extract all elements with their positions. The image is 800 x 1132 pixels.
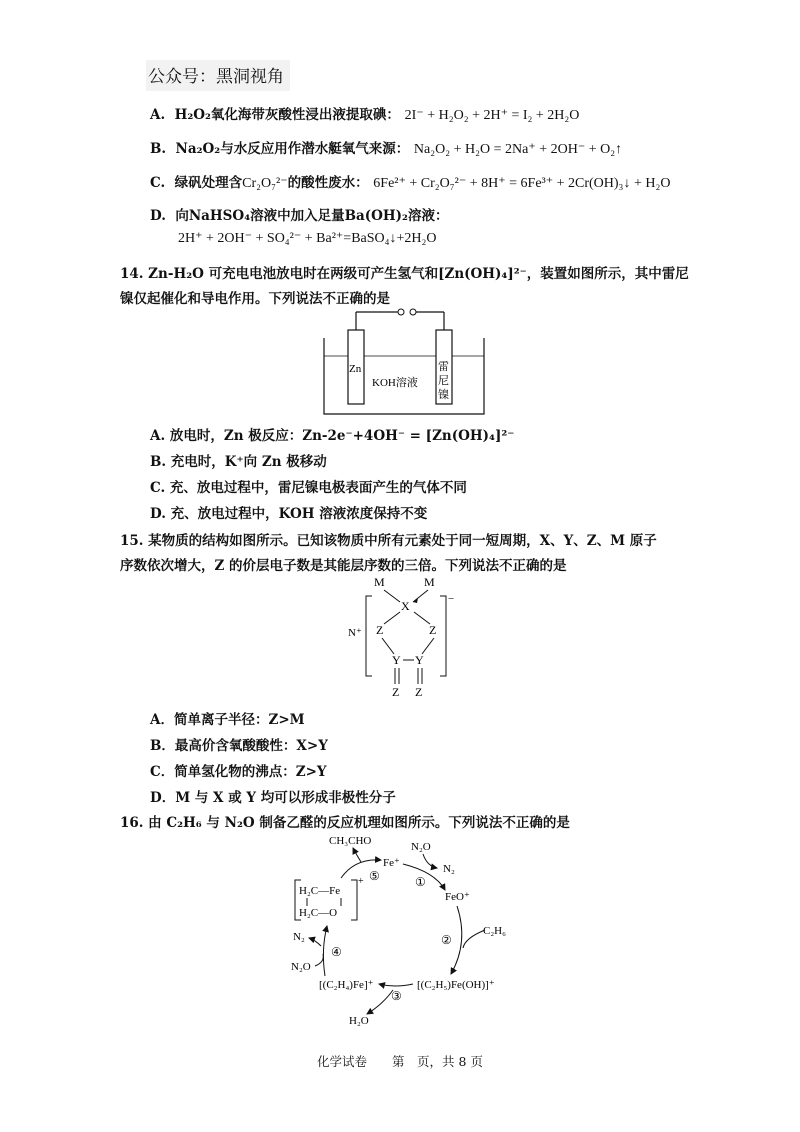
q14-zn-label: Zn — [349, 363, 362, 375]
q13-option-c — [150, 171, 670, 192]
q16-step-2: ② — [441, 933, 452, 947]
q15-atom-z-bottom-left: Z — [392, 685, 400, 699]
q16-n2o-left: N₂O — [291, 961, 311, 973]
q13-option-b-label: Na₂O₂与水反应用作潜水艇氧气来源： — [175, 141, 410, 157]
q16-step-1: ① — [415, 875, 426, 889]
q16-step-3: ③ — [391, 989, 402, 1003]
q14-option-b: B. 充电时，K⁺向 Zn 极移动 — [150, 454, 327, 470]
q16-ring-plus: + — [358, 876, 364, 887]
q16-c2h6: C₂H₆ — [483, 925, 506, 937]
q13-option-a-label: H₂O₂氧化海带灰酸性浸出液提取碘： — [174, 107, 400, 123]
q15-atom-y-left: Y — [392, 653, 401, 667]
q16-mechanism-figure — [285, 832, 525, 1032]
q14-option-c: C. 充、放电过程中，雷尼镍电极表面产生的气体不同 — [150, 480, 467, 496]
q15-stem-line1: 15. 某物质的结构如图所示。已知该物质中所有元素处于同一短周期，X、Y、Z、M 原子 — [120, 533, 657, 549]
q13-option-c-label-pre: 绿矾处理含 — [174, 175, 243, 191]
q16-feo-plus: FeO⁺ — [445, 891, 470, 903]
q14-stem-line1: 14. Zn-H₂O 可充电电池放电时在两级可产生氢气和[Zn(OH)₄]²⁻，装置如图所示，其中雷尼 — [120, 266, 689, 282]
q16-fe-plus: Fe⁺ — [383, 857, 400, 869]
q16-c2h4fe: [(C₂H₄)Fe]⁺ — [319, 979, 374, 991]
q16-h2o: H₂O — [349, 1015, 369, 1027]
q13-option-a — [150, 103, 579, 124]
q16-ring-bottom: H₂C—O — [299, 907, 338, 919]
q14-battery-figure — [320, 300, 490, 416]
q14-raney-label-2: 尼 — [438, 375, 449, 387]
q14-stem-line2: 镍仅起催化和导电作用。下列说法不正确的是 — [120, 291, 390, 307]
q16-c2h5feoh: [(C₂H₅)Fe(OH)]⁺ — [417, 979, 495, 991]
q15-option-a: A．简单离子半径：Z>M — [150, 712, 305, 728]
q15-atom-m-left: M — [374, 575, 385, 589]
q16-n2o-top: N₂O — [411, 841, 431, 853]
q13-option-d-label: 向NaHSO₄溶液中加入足量Ba(OH)₂溶液： — [175, 208, 449, 224]
q13-option-b-letter: B. — [150, 141, 167, 157]
q15-atom-x: X — [401, 599, 410, 613]
watermark-header: 公众号：黑洞视角 — [146, 60, 290, 91]
q16-n2-left: N₂ — [293, 931, 305, 943]
q13-option-d-equation: 2H⁺ + 2OH⁻ + SO₄²⁻ + Ba²⁺=BaSO₄↓+2H₂O — [178, 231, 437, 246]
q13-option-d-letter: D. — [150, 208, 166, 224]
q15-charge: − — [448, 593, 455, 605]
q13-option-c-letter: C. — [150, 175, 166, 191]
q15-stem-line2: 序数依次增大，Z 的价层电子数是其能层序数的三倍。下列说法不正确的是 — [120, 558, 567, 574]
q16-step-4: ④ — [331, 945, 342, 959]
q15-atom-z-bottom-right: Z — [415, 685, 423, 699]
q14-option-d: D. 充、放电过程中，KOH 溶液浓度保持不变 — [150, 506, 428, 522]
q13-option-b — [150, 137, 622, 158]
q16-n2-top: N₂ — [443, 863, 455, 875]
q16-step-5: ⑤ — [369, 869, 380, 883]
q16-ch3cho: CH₃CHO — [329, 835, 372, 847]
q15-cation: N⁺ — [348, 627, 362, 639]
page-footer: 化学试卷 第 页，共 8 页 — [317, 1054, 483, 1069]
q13-option-c-label-post: 的酸性废水： — [287, 175, 369, 191]
q15-atom-m-right: M — [424, 575, 435, 589]
q16-ring-top: H₂C—Fe — [299, 885, 341, 897]
q14-raney-label-3: 镍 — [438, 389, 449, 401]
q15-option-d: D．M 与 X 或 Y 均可以形成非极性分子 — [150, 790, 396, 806]
q13-option-c-equation: 6Fe²⁺ + Cr₂O₇²⁻ + 8H⁺ = 6Fe³⁺ + 2Cr(OH)₃↓ + H₂O — [373, 176, 671, 191]
q13-option-a-equation: 2I⁻ + H₂O₂ + 2H⁺ = I₂ + 2H₂O — [404, 108, 580, 123]
q15-structure-figure — [340, 572, 470, 702]
q13-option-a-letter: A. — [150, 107, 166, 123]
q15-option-b: B．最高价含氧酸酸性：X>Y — [150, 738, 328, 754]
q15-atom-y-right: Y — [415, 653, 424, 667]
q15-option-c: C．简单氢化物的沸点：Z>Y — [150, 764, 327, 780]
q15-atom-z-right: Z — [429, 623, 437, 637]
q15-atom-z-left: Z — [376, 623, 384, 637]
q14-koh-label: KOH溶液 — [372, 377, 418, 389]
q14-option-a: A. 放电时，Zn 极反应：Zn-2e⁻+4OH⁻ = [Zn(OH)₄]²⁻ — [150, 428, 515, 444]
q13-option-c-ion: Cr₂O₇²⁻ — [242, 176, 288, 191]
q16-stem: 16. 由 C₂H₆ 与 N₂O 制备乙醛的反应机理如图所示。下列说法不正确的是 — [120, 815, 570, 831]
q13-option-d — [150, 204, 448, 224]
q13-option-b-equation: Na₂O₂ + H₂O = 2Na⁺ + 2OH⁻ + O₂↑ — [413, 142, 623, 157]
q14-raney-label-1: 雷 — [438, 361, 449, 373]
